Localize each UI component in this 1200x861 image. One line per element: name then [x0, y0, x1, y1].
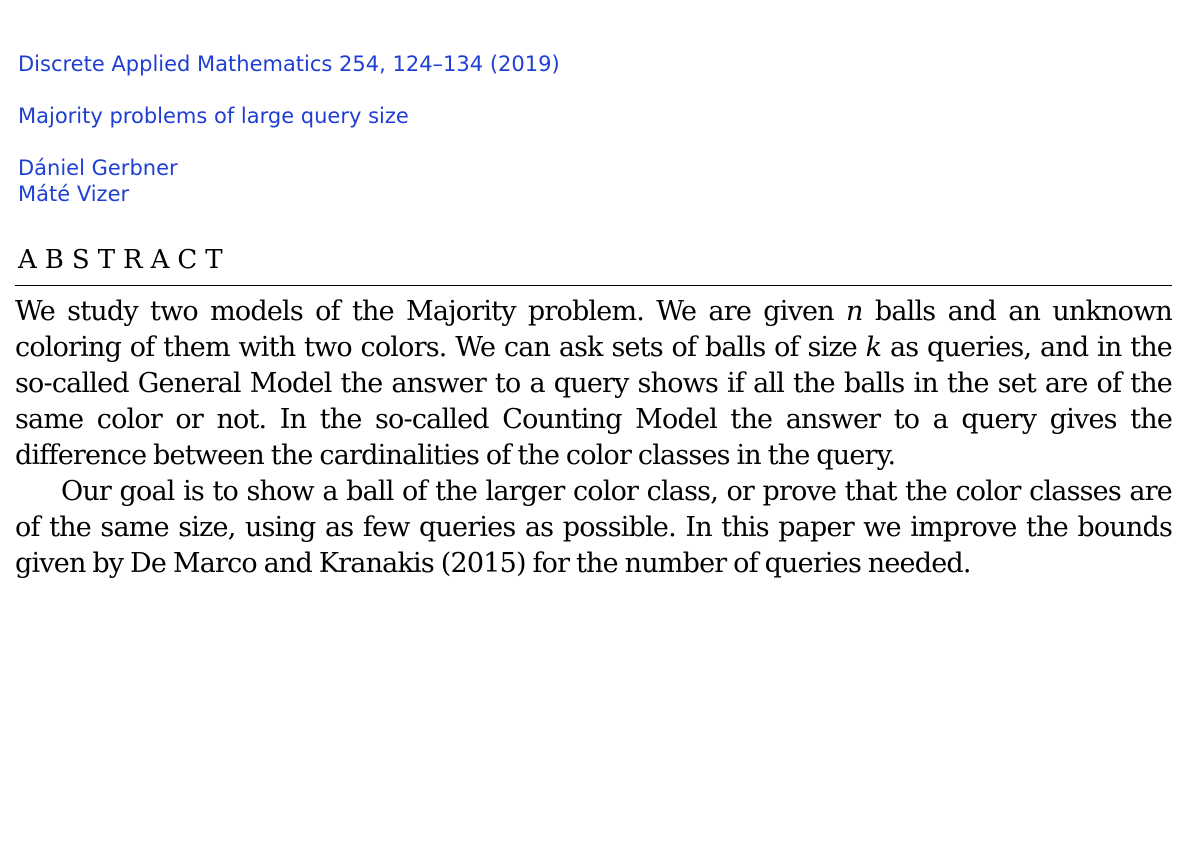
paper-title-link[interactable]: Majority problems of large query size [18, 104, 409, 128]
abstract-body [15, 294, 1172, 582]
author-link-vizer[interactable]: Máté Vizer [18, 182, 130, 206]
math-variable-k: k [865, 332, 882, 363]
abstract-divider [15, 285, 1172, 286]
abstract-heading: ABSTRACT [18, 245, 231, 275]
author-link-gerbner[interactable]: Dániel Gerbner [18, 156, 178, 180]
abstract-paragraph-2: Our goal is to show a ball of the larger color class, or prove that the color classes are of the same size, using as few queries as possible. In this paper we improve the bounds given by De Marco and Kranakis (2015) for the number of queries needed. [15, 476, 1172, 579]
abstract-text-segment: We study two models of the Majority problem. We are given [15, 296, 847, 327]
math-variable-n: n [846, 296, 863, 327]
abstract-text-segment: as queries, and in the so-called General Model the answer to a query shows if all the balls in the set are of the same color or not. In the so-called Counting Model the answer to a query gives the difference between the cardinalities of the color classes in the query. [15, 332, 1172, 471]
abstract-paragraph-1 [15, 294, 1172, 474]
abstract-text-segment: balls and an unknown coloring of them with two colors. We can ask sets of balls of size [15, 296, 1173, 363]
journal-reference-link[interactable]: Discrete Applied Mathematics 254, 124–134 (2019) [18, 52, 560, 76]
